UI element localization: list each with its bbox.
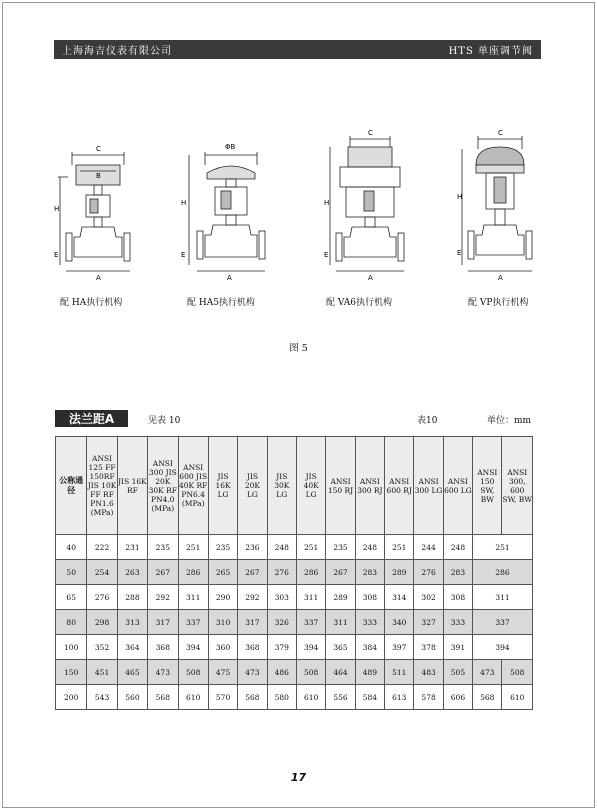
dim-a-label-3: A	[368, 274, 373, 282]
table-cell: 397	[385, 635, 414, 660]
table-cell: 606	[443, 685, 472, 710]
table-cell: 265	[208, 560, 237, 585]
table-cell: 508	[178, 660, 208, 685]
table-cell: 451	[87, 660, 117, 685]
column-header: JIS 16K RF	[117, 437, 147, 535]
table-cell-dn: 100	[56, 635, 87, 660]
table-cell: 568	[238, 685, 267, 710]
column-header: ANSI 125 FF 150RF JIS 10K FF RF PN1.6 (MPa)	[87, 437, 117, 535]
table-cell: 486	[267, 660, 296, 685]
table-cell: 308	[355, 585, 384, 610]
table-cell: 283	[443, 560, 472, 585]
table-cell: 511	[385, 660, 414, 685]
table-cell: 231	[117, 535, 147, 560]
table-row	[56, 660, 533, 685]
column-header: JIS 40K LG	[296, 437, 325, 535]
column-header: ANSI 300, 600 SW, BW	[502, 437, 533, 535]
table-cell: 473	[473, 660, 502, 685]
page-number: 17	[290, 771, 307, 784]
table-cell-merged: 394	[473, 635, 533, 660]
unit-note: 单位：mm	[487, 416, 532, 426]
table-row	[56, 585, 533, 610]
dim-a-label-2: A	[227, 274, 232, 282]
table-cell: 314	[385, 585, 414, 610]
column-header-nominal-diameter: 公称通径	[56, 437, 87, 535]
table-cell: 311	[178, 585, 208, 610]
table-cell: 248	[355, 535, 384, 560]
table-cell: 248	[443, 535, 472, 560]
table-cell: 368	[148, 635, 178, 660]
dim-e-label-3: E	[324, 251, 329, 259]
table-cell: 317	[148, 610, 178, 635]
table-cell: 391	[443, 635, 472, 660]
see-table-note: 见表 10	[148, 416, 181, 426]
dim-h-label: H	[54, 205, 60, 213]
table-cell-merged: 337	[473, 610, 533, 635]
table-cell: 489	[355, 660, 384, 685]
table-cell: 292	[238, 585, 267, 610]
dim-h-label-2: H	[181, 199, 187, 207]
column-header: ANSI 150 RJ	[326, 437, 355, 535]
table-cell: 505	[443, 660, 472, 685]
table-cell-merged: 286	[473, 560, 533, 585]
table-cell: 568	[148, 685, 178, 710]
table-cell: 308	[443, 585, 472, 610]
table-cell: 317	[238, 610, 267, 635]
table-cell: 508	[502, 660, 533, 685]
table-cell: 394	[296, 635, 325, 660]
table-cell-dn: 80	[56, 610, 87, 635]
table-cell: 560	[117, 685, 147, 710]
table-cell: 276	[87, 585, 117, 610]
column-header: ANSI 600 LG	[443, 437, 472, 535]
column-header: ANSI 150 SW, BW	[473, 437, 502, 535]
dim-c-label-4: C	[498, 129, 503, 137]
table-cell: 610	[296, 685, 325, 710]
table-cell: 267	[238, 560, 267, 585]
table-cell: 290	[208, 585, 237, 610]
table-cell: 384	[355, 635, 384, 660]
page-header	[54, 40, 541, 59]
column-header: ANSI 600 RJ	[385, 437, 414, 535]
section-title: 法兰距A	[55, 410, 128, 427]
column-header: JIS 20K LG	[238, 437, 267, 535]
table-cell-dn: 40	[56, 535, 87, 560]
table-cell: 543	[87, 685, 117, 710]
table-cell: 286	[296, 560, 325, 585]
table-cell: 475	[208, 660, 237, 685]
column-header: ANSI 300 RJ	[355, 437, 384, 535]
table-cell-dn: 65	[56, 585, 87, 610]
column-header: ANSI 300 LG	[414, 437, 443, 535]
table-cell: 556	[326, 685, 355, 710]
table-cell: 298	[87, 610, 117, 635]
table-cell: 235	[208, 535, 237, 560]
table-cell: 465	[117, 660, 147, 685]
table-cell: 473	[238, 660, 267, 685]
table-cell: 333	[443, 610, 472, 635]
table-cell: 508	[296, 660, 325, 685]
table-cell: 303	[267, 585, 296, 610]
table-cell: 610	[178, 685, 208, 710]
table-cell-merged: 311	[473, 585, 533, 610]
table-row	[56, 635, 533, 660]
table-cell: 584	[355, 685, 384, 710]
column-header: ANSI 600 JIS 40K RF PN6.4 (MPa)	[178, 437, 208, 535]
table-cell: 378	[414, 635, 443, 660]
figure-caption-ha5: 配 HA5执行机构	[187, 298, 255, 308]
table-cell: 292	[148, 585, 178, 610]
table-cell: 288	[117, 585, 147, 610]
table-cell-dn: 50	[56, 560, 87, 585]
table-cell: 337	[178, 610, 208, 635]
table-cell: 289	[385, 560, 414, 585]
dim-b-label: B	[96, 172, 101, 180]
dim-h-label-4: H	[457, 193, 463, 201]
table-cell: 302	[414, 585, 443, 610]
table-cell: 235	[326, 535, 355, 560]
table-cell: 337	[296, 610, 325, 635]
table-cell: 235	[148, 535, 178, 560]
table-cell: 340	[385, 610, 414, 635]
table-cell: 251	[296, 535, 325, 560]
dim-a-label-4: A	[498, 274, 503, 282]
table-cell: 310	[208, 610, 237, 635]
table-cell: 473	[148, 660, 178, 685]
table-cell: 327	[414, 610, 443, 635]
dim-e-label-4: E	[457, 249, 462, 257]
table-cell: 333	[355, 610, 384, 635]
flange-distance-table	[55, 436, 533, 710]
table-cell-dn: 200	[56, 685, 87, 710]
table-cell: 610	[502, 685, 533, 710]
table-row	[56, 535, 533, 560]
table-cell: 276	[267, 560, 296, 585]
table-cell: 578	[414, 685, 443, 710]
dim-c-label-3: C	[368, 129, 373, 137]
table-cell: 570	[208, 685, 237, 710]
table-cell: 251	[385, 535, 414, 560]
table-cell: 263	[117, 560, 147, 585]
table-cell: 368	[238, 635, 267, 660]
table-cell: 326	[267, 610, 296, 635]
column-header: JIS 30K LG	[267, 437, 296, 535]
figure-title: 图 5	[289, 343, 308, 354]
table-cell: 365	[326, 635, 355, 660]
table-cell: 267	[148, 560, 178, 585]
dim-e-label-2: E	[181, 251, 186, 259]
table-row	[56, 610, 533, 635]
column-header: JIS 16K LG	[208, 437, 237, 535]
table-cell: 580	[267, 685, 296, 710]
dim-phib-label: ΦB	[225, 143, 236, 151]
figure-caption-ha: 配 HA执行机构	[60, 298, 123, 308]
valve-drawing-ha	[54, 125, 154, 285]
table-cell: 313	[117, 610, 147, 635]
valve-drawing-vp	[458, 125, 548, 285]
valve-drawing-ha5	[181, 125, 281, 285]
table-row	[56, 560, 533, 585]
table-cell: 244	[414, 535, 443, 560]
table-cell-merged: 251	[473, 535, 533, 560]
table-cell: 311	[296, 585, 325, 610]
table-cell: 283	[355, 560, 384, 585]
table-cell: 289	[326, 585, 355, 610]
table-cell: 464	[326, 660, 355, 685]
table-cell: 254	[87, 560, 117, 585]
table-body	[56, 535, 533, 710]
table-number: 表10	[417, 416, 438, 426]
dim-a-label: A	[96, 274, 101, 282]
table-cell: 311	[326, 610, 355, 635]
table-cell: 483	[414, 660, 443, 685]
column-header: ANSI 300 JIS 20K 30K RF PN4.0 (MPa)	[148, 437, 178, 535]
table-cell: 276	[414, 560, 443, 585]
table-row	[56, 685, 533, 710]
dim-e-label: E	[54, 251, 59, 259]
table-cell: 379	[267, 635, 296, 660]
table-cell: 267	[326, 560, 355, 585]
table-cell: 248	[267, 535, 296, 560]
dim-c-label: C	[96, 145, 101, 153]
table-header-row	[56, 437, 533, 535]
dim-h-label-3: H	[324, 199, 330, 207]
table-cell: 394	[178, 635, 208, 660]
table-cell: 251	[178, 535, 208, 560]
table-cell: 236	[238, 535, 267, 560]
table-cell: 360	[208, 635, 237, 660]
table-cell-dn: 150	[56, 660, 87, 685]
table-cell: 364	[117, 635, 147, 660]
company-name: 上海海吉仪表有限公司	[62, 46, 172, 57]
figure-caption-vp: 配 VP执行机构	[468, 298, 529, 308]
figure-caption-va6: 配 VA6执行机构	[326, 298, 392, 308]
table-cell: 613	[385, 685, 414, 710]
table-cell: 352	[87, 635, 117, 660]
table-cell: 568	[473, 685, 502, 710]
valve-figures	[54, 125, 541, 315]
valve-drawing-va6	[324, 125, 424, 285]
product-name: HTS 单座调节阀	[448, 46, 533, 57]
table-cell: 222	[87, 535, 117, 560]
table-cell: 286	[178, 560, 208, 585]
